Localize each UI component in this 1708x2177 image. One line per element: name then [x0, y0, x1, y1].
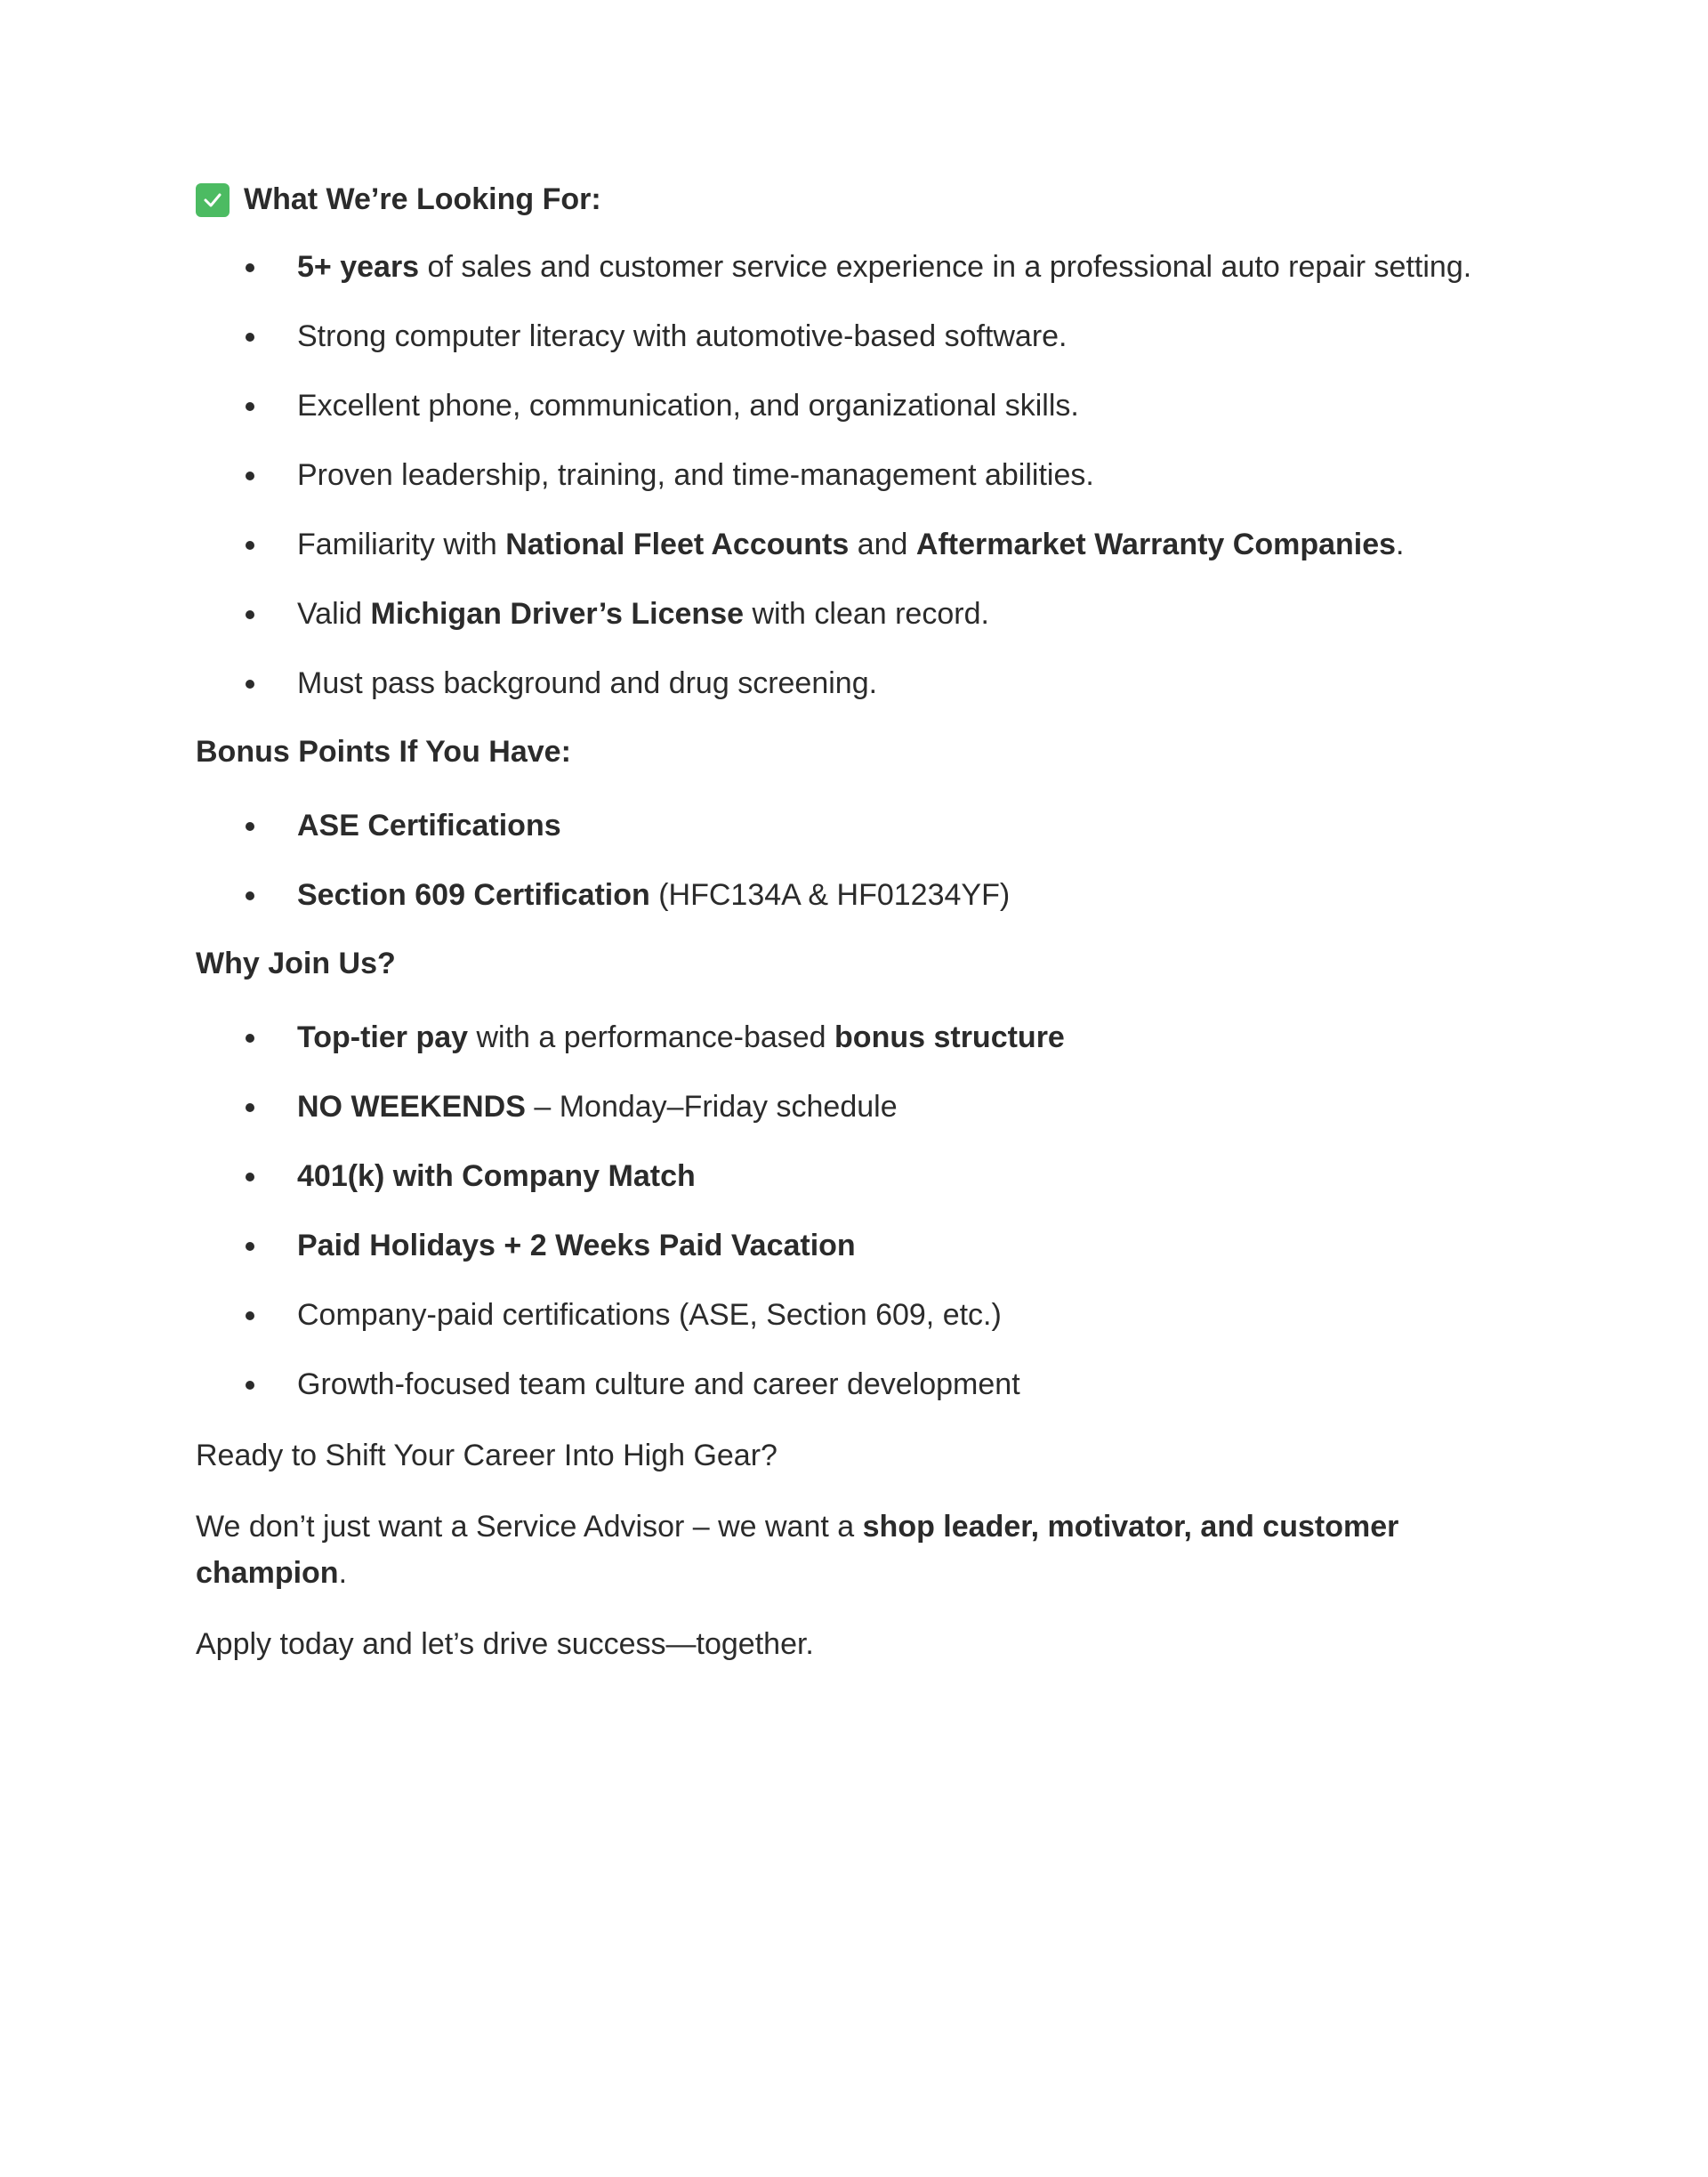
bullet-icon — [246, 1242, 254, 1251]
looking-for-heading-row — [196, 182, 1512, 217]
bonus-list — [196, 801, 1512, 920]
bullet-icon — [246, 1103, 254, 1112]
list-item: 5+ years of sales and customer service experience in a professional auto repair setting. — [196, 242, 1512, 292]
checkmark-icon — [196, 183, 230, 217]
list-item: Proven leadership, training, and time-management abilities. — [196, 450, 1512, 500]
bullet-icon — [246, 1381, 254, 1390]
looking-for-heading: What We’re Looking For: — [244, 182, 601, 216]
closing-line-3: Apply today and let’s drive success—together. — [196, 1627, 814, 1661]
looking-for-list — [196, 242, 1512, 708]
list-item: Top-tier pay with a performance-based bonus structure — [196, 1012, 1512, 1062]
bullet-icon — [246, 472, 254, 480]
list-item: Familiarity with National Fleet Accounts and Aftermarket Warranty Companies. — [196, 520, 1512, 569]
bullet-icon — [246, 541, 254, 550]
list-item: Growth-focused team culture and career development — [196, 1359, 1512, 1409]
list-item: 401(k) with Company Match — [196, 1151, 1512, 1201]
bullet-icon — [246, 1173, 254, 1181]
bullet-icon — [246, 402, 254, 411]
list-item: Section 609 Certification (HFC134A & HF01234YF) — [196, 870, 1512, 920]
bullet-icon — [246, 333, 254, 342]
bonus-heading: Bonus Points If You Have: — [196, 735, 571, 769]
bullet-icon — [246, 822, 254, 831]
list-item: Must pass background and drug screening. — [196, 658, 1512, 708]
bullet-icon — [246, 610, 254, 619]
why-join-list — [196, 1012, 1512, 1409]
list-item: Excellent phone, communication, and organizational skills. — [196, 381, 1512, 431]
bullet-icon — [246, 891, 254, 900]
closing-line-2: We don’t just want a Service Advisor – we want a shop leader, motivator, and customer champion. — [196, 1510, 1399, 1590]
closing-line-1: Ready to Shift Your Career Into High Gear? — [196, 1439, 777, 1472]
list-item: ASE Certifications — [196, 801, 1512, 851]
list-item: Valid Michigan Driver’s License with clean record. — [196, 589, 1512, 639]
why-join-heading: Why Join Us? — [196, 947, 396, 980]
bullet-icon — [246, 263, 254, 272]
list-item: Company-paid certifications (ASE, Section 609, etc.) — [196, 1290, 1512, 1340]
list-item: Strong computer literacy with automotive-based software. — [196, 311, 1512, 361]
list-item: NO WEEKENDS – Monday–Friday schedule — [196, 1082, 1512, 1132]
bullet-icon — [246, 1311, 254, 1320]
bullet-icon — [246, 1034, 254, 1043]
bullet-icon — [246, 680, 254, 689]
document-content — [196, 182, 1512, 1692]
list-item: Paid Holidays + 2 Weeks Paid Vacation — [196, 1221, 1512, 1270]
